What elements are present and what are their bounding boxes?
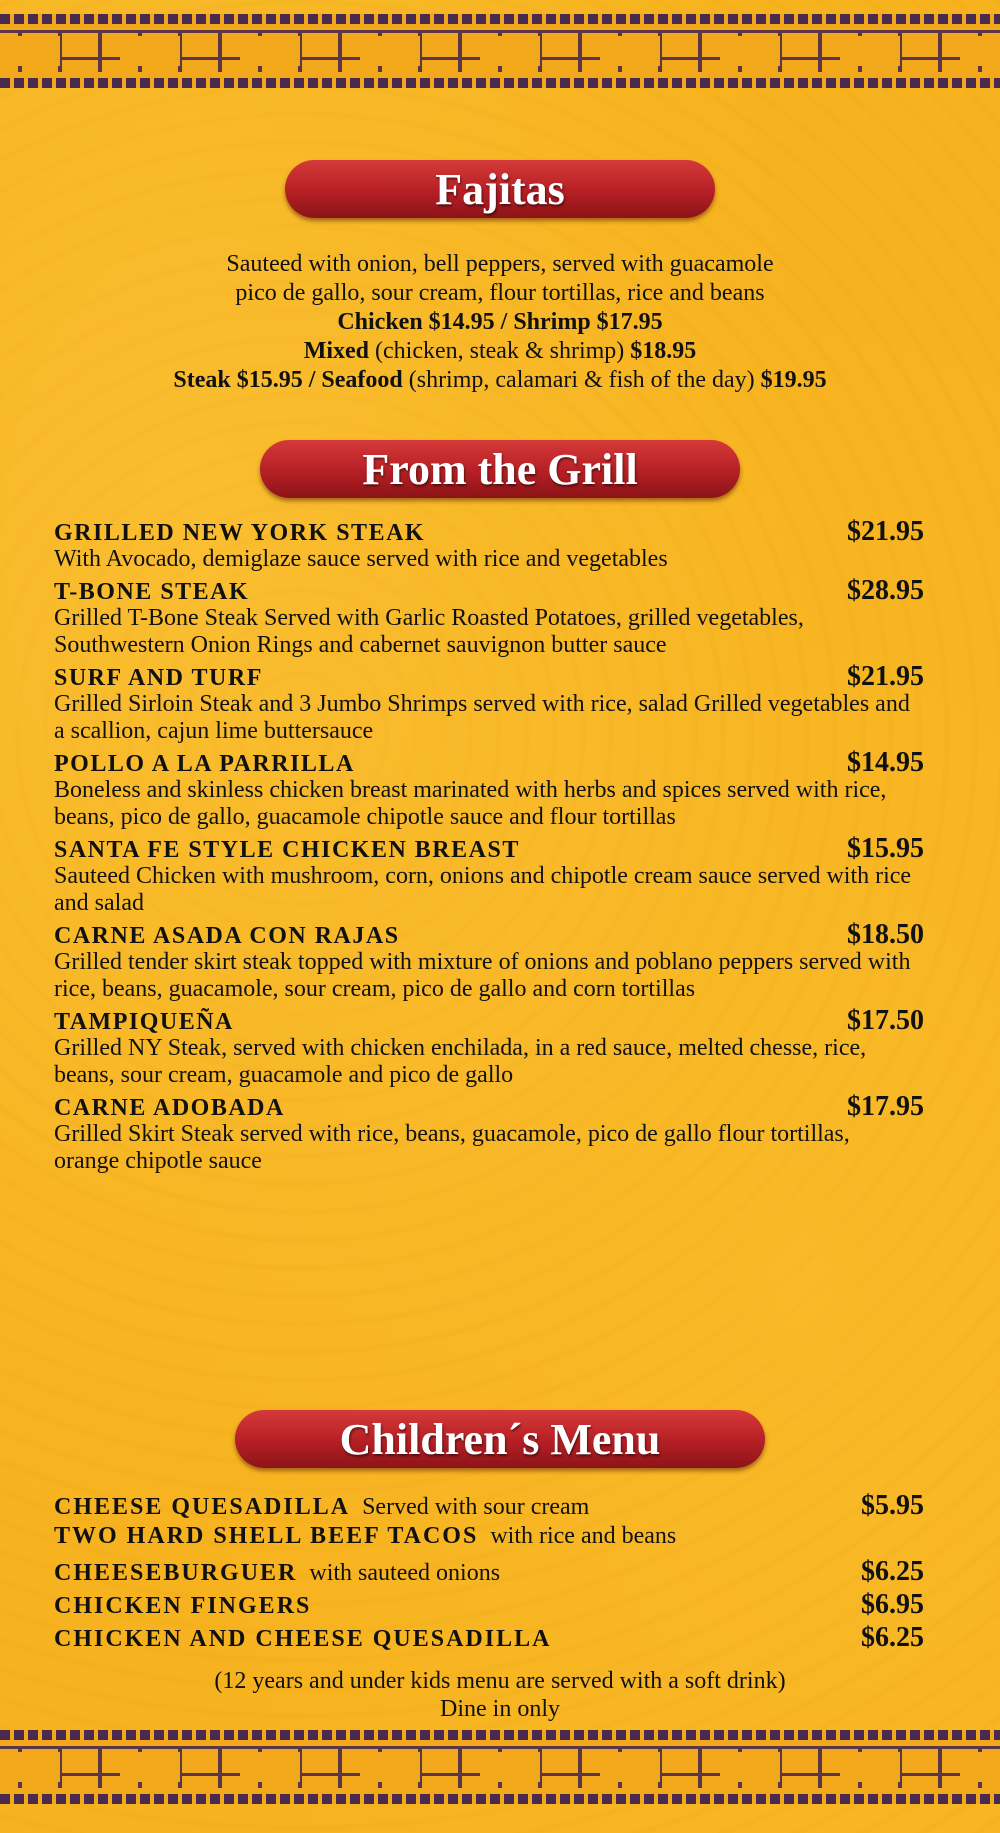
children-item: [54, 1523, 924, 1556]
fajitas-line-1: Sauteed with onion, bell peppers, served with guacamole: [226, 251, 774, 277]
grill-item-price: $17.95: [847, 1091, 924, 1122]
children-item: [54, 1622, 924, 1655]
grill-item-name: SANTA FE STYLE CHICKEN BREAST: [54, 837, 520, 863]
grill-item-description: Grilled NY Steak, served with chicken enchilada, in a red sauce, melted chesse, rice, beans, sour cream, guacamole and pico de gallo: [54, 1035, 867, 1088]
fajitas-line-4: Mixed (chicken, steak & shrimp) $18.95: [303, 338, 697, 364]
grill-item: [54, 1005, 924, 1089]
children-menu-banner: [235, 1410, 765, 1468]
grill-item-description: Grilled tender skirt steak topped with mixture of onions and poblano peppers served with rice, beans, guacamole, sour cream, pico de gallo and corn tortillas: [54, 949, 911, 1002]
grill-item-list: [54, 516, 924, 1177]
grill-item-name: SURF AND TURF: [54, 665, 263, 691]
children-footer-line-1: (12 years and under kids menu are served with a soft drink): [214, 1668, 786, 1694]
children-item-price: $6.25: [861, 1622, 924, 1653]
grill-banner: [260, 440, 740, 498]
children-item-note: Served with sour cream: [362, 1494, 590, 1520]
grill-item-price: $17.50: [847, 1005, 924, 1036]
children-menu-title: Children´s Menu: [339, 1414, 661, 1464]
grill-item-name: T-BONE STEAK: [54, 579, 250, 605]
children-item-price: $5.95: [861, 1490, 924, 1521]
children-item: [54, 1589, 924, 1622]
fajitas-banner: [285, 160, 715, 218]
grill-item-name: GRILLED NEW YORK STEAK: [54, 520, 426, 546]
children-item-name: CHEESE QUESADILLA: [54, 1494, 351, 1520]
grill-item: [54, 516, 924, 573]
grill-item-name: CARNE ADOBADA: [54, 1095, 285, 1121]
fajitas-line-3: Chicken $14.95 / Shrimp $17.95: [337, 309, 663, 335]
grill-item-name: TAMPIQUEÑA: [54, 1009, 234, 1035]
top-decorative-border: [0, 14, 1000, 88]
children-item-name: CHICKEN FINGERS: [54, 1593, 312, 1619]
children-item-note: with rice and beans: [490, 1523, 677, 1549]
grill-item: [54, 919, 924, 1003]
fajitas-title: Fajitas: [435, 164, 565, 214]
children-item-note: with sauteed onions: [309, 1560, 501, 1586]
grill-item-price: $21.95: [847, 661, 924, 692]
grill-item: [54, 1091, 924, 1175]
grill-item: [54, 661, 924, 745]
fajitas-description: [0, 250, 1000, 395]
grill-item-price: $28.95: [847, 575, 924, 606]
grill-item: [54, 747, 924, 831]
children-item: [54, 1490, 924, 1523]
children-item-price: $6.25: [861, 1556, 924, 1587]
fajitas-line-2: pico de gallo, sour cream, flour tortillas, rice and beans: [235, 280, 765, 306]
grill-item-description: Boneless and skinless chicken breast marinated with herbs and spices served with rice, beans, pico de gallo, guacamole chipotle sauce and flour tortillas: [54, 777, 887, 830]
grill-item-description: Grilled Skirt Steak served with rice, beans, guacamole, pico de gallo flour tortillas, orange chipotle sauce: [54, 1121, 850, 1174]
grill-item: [54, 575, 924, 659]
grill-item-name: POLLO A LA PARRILLA: [54, 751, 355, 777]
grill-title: From the Grill: [362, 444, 638, 494]
grill-item-name: CARNE ASADA CON RAJAS: [54, 923, 400, 949]
children-footer-line-2: Dine in only: [440, 1696, 560, 1722]
grill-item-description: Sauteed Chicken with mushroom, corn, onions and chipotle cream sauce served with rice and salad: [54, 863, 912, 916]
children-item-name: TWO HARD SHELL BEEF TACOS: [54, 1523, 479, 1549]
children-item-list: [54, 1490, 924, 1655]
grill-item-price: $14.95: [847, 747, 924, 778]
grill-item-price: $15.95: [847, 833, 924, 864]
grill-item-price: $18.50: [847, 919, 924, 950]
fajitas-line-5: Steak $15.95 / Seafood (shrimp, calamari & fish of the day) $19.95: [173, 367, 827, 393]
bottom-decorative-border: [0, 1730, 1000, 1804]
children-menu-footer: [0, 1667, 1000, 1723]
children-item-name: CHICKEN AND CHEESE QUESADILLA: [54, 1626, 552, 1652]
children-item: [54, 1556, 924, 1589]
grill-item-description: Grilled Sirloin Steak and 3 Jumbo Shrimps served with rice, salad Grilled vegetables and a scallion, cajun lime buttersauce: [54, 691, 910, 744]
children-item-price: $6.95: [861, 1589, 924, 1620]
grill-item-description: With Avocado, demiglaze sauce served with rice and vegetables: [54, 546, 668, 572]
grill-item-price: $21.95: [847, 516, 924, 547]
grill-item: [54, 833, 924, 917]
children-item-name: CHEESEBURGUER: [54, 1560, 298, 1586]
grill-item-description: Grilled T-Bone Steak Served with Garlic Roasted Potatoes, grilled vegetables, Southwestern Onion Rings and cabernet sauvignon butter sauce: [54, 605, 804, 658]
